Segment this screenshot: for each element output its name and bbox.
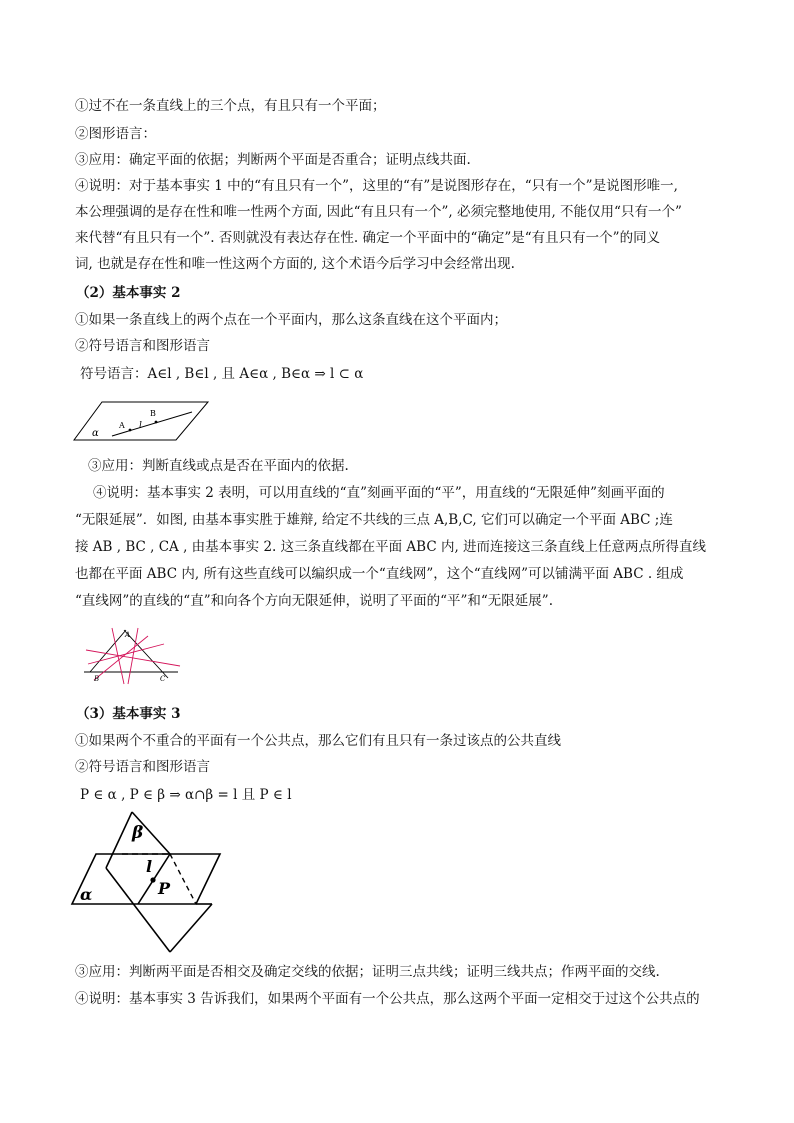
fig2-alpha-label: α — [92, 428, 99, 439]
fact1-item4-line1: ④说明：对于基本事实 1 中的“有且只有一个”，这里的“有”是说图形存在，“只有一个”是说图形唯一, — [75, 178, 678, 194]
fig3-P-label: P — [158, 879, 171, 898]
fig3-l-label: l — [146, 857, 153, 876]
fig2-l-label: l — [139, 421, 142, 431]
fact2-symbolic: 符号语言：A∈l , B∈l , 且 A∈α , B∈α ⇒ l ⊂ α — [80, 366, 364, 382]
fact3-item3: ③应用：判断两平面是否相交及确定交线的依据；证明三点共线；证明三线共点；作两平面的交线. — [75, 964, 660, 980]
fig2-B-label: B — [150, 409, 156, 418]
line-net-figure — [84, 626, 184, 686]
fact2-item3: ③应用：判断直线或点是否在平面内的依据. — [88, 458, 349, 474]
tri-C-label: C — [160, 675, 166, 683]
fact1-item3: ③应用：确定平面的依据；判断两个平面是否重合；证明点线共面. — [75, 152, 471, 168]
fact3-symbolic: P ∈ α , P ∈ β ⇒ α∩β = l 且 P ∈ l — [80, 787, 292, 803]
fig3-beta-label: β — [132, 823, 144, 843]
fact3-item1: ①如果两个不重合的平面有一个公共点，那么它们有且只有一条过该点的公共直线 — [75, 733, 561, 749]
fact1-item4-line4: 词, 也就是存在性和唯一性这两个方面的, 这个术语今后学习中会经常出现. — [75, 256, 515, 272]
fig2-A-label: A — [119, 421, 125, 430]
fact2-item4-line5: “直线网”的直线的“直”和向各个方向无限延伸，说明了平面的“平”和“无限延展”. — [75, 593, 554, 609]
fact3-item2: ②符号语言和图形语言 — [75, 759, 210, 775]
fact2-item1: ①如果一条直线上的两个点在一个平面内，那么这条直线在这个平面内； — [75, 312, 507, 328]
tri-B-label: B — [94, 675, 100, 683]
fact2-item4-line2: “无限延展”．如图, 由基本事实胜于雄辩, 给定不共线的三点 A,B,C, 它们可以确定一个平面 ABC ;连 — [75, 512, 673, 528]
fact3-heading: （3）基本事实 3 — [76, 706, 181, 722]
fact1-item4-line3: 来代替“有且只有一个”. 否则就没有表达存在性. 确定一个平面中的“确定”是“有且只有一个”的同义 — [75, 230, 661, 246]
fact2-item4-line3: 接 AB , BC , CA , 由基本事实 2. 这三条直线都在平面 ABC 内, 进而连接这三条直线上任意两点所得直线 — [75, 539, 707, 555]
plane-line-figure — [72, 400, 212, 442]
fact2-heading: （2）基本事实 2 — [76, 285, 181, 301]
fact1-item4-line2: 本公理强调的是存在性和唯一性两个方面, 因此“有且只有一个”, 必须完整地使用, 不能仅用“只有一个” — [75, 204, 682, 220]
fact1-item2: ②图形语言： — [75, 126, 156, 142]
fact2-item2: ②符号语言和图形语言 — [75, 338, 210, 354]
fact3-item4: ④说明：基本事实 3 告诉我们，如果两个平面有一个公共点，那么这两个平面一定相交于过这个公共点的 — [75, 991, 700, 1007]
fact2-item4-line4: 也都在平面 ABC 内, 所有这些直线可以编织成一个“直线网”，这个“直线网”可以铺满平面 ABC . 组成 — [75, 566, 684, 582]
fact1-item1: ①过不在一条直线上的三个点，有且只有一个平面； — [75, 98, 386, 114]
tri-A-label: A — [125, 631, 131, 639]
fact2-item4-line1: ④说明：基本事实 2 表明，可以用直线的“直”刻画平面的“平”，用直线的“无限延伸”刻画平面的 — [93, 485, 665, 501]
two-planes-figure — [70, 812, 222, 952]
fig3-alpha-label: α — [80, 885, 93, 904]
